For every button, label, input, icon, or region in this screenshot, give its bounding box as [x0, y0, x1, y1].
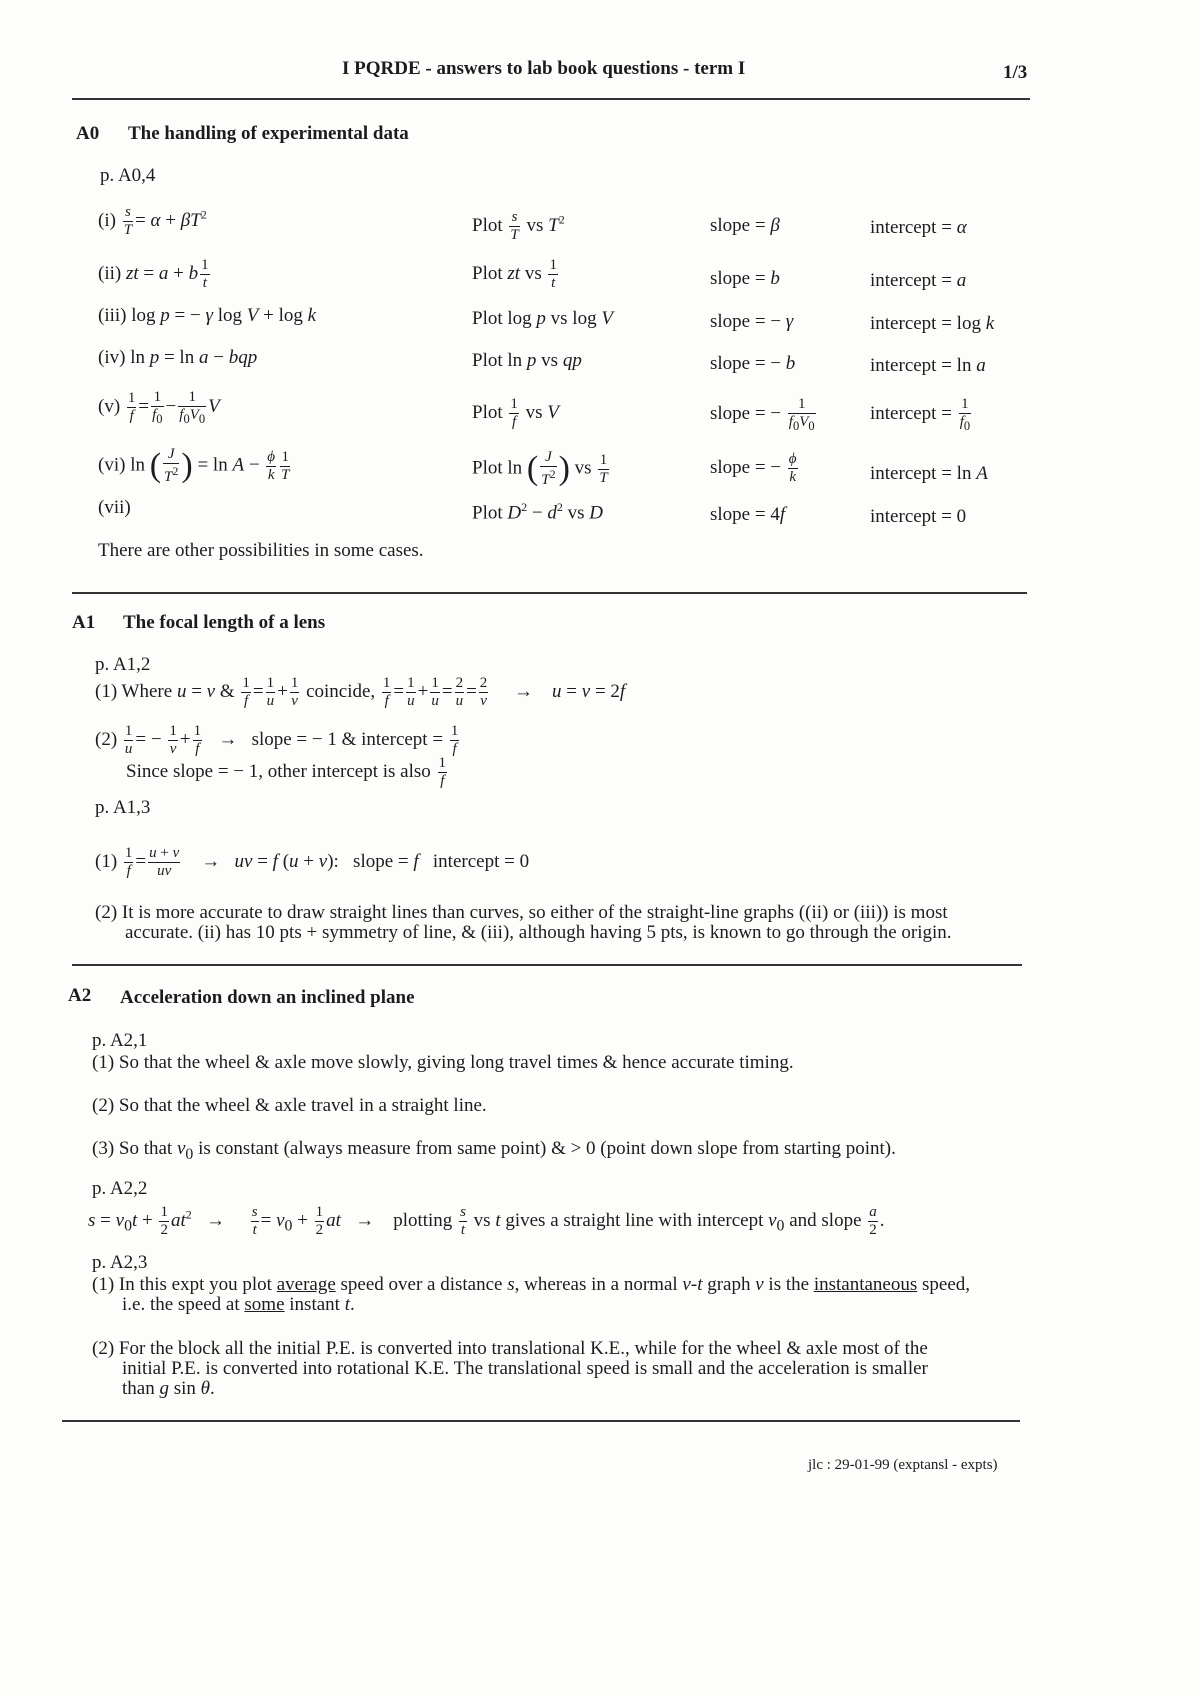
header-divider	[72, 98, 1030, 100]
equation-i: (i) $\frac{s}{T}$ = $\alpha + \beta T^2$	[98, 204, 207, 238]
a1-item-2: (2) $\frac{1}{u}$ = − $\frac{1}{v}$ + $\frac{1}{f}$ → slope = − 1 & intercept = $\frac{1}{f}$	[95, 723, 459, 757]
a2-item-3-2-line3: than g sin θ.	[122, 1378, 215, 1399]
page-ref-a0-4: p. A0,4	[100, 165, 156, 186]
section-title-a1: The focal length of a lens	[123, 612, 326, 633]
slope-vi: slope = − $\frac{\phi}{k}$	[710, 451, 797, 485]
a2-item-1: (1) So that the wheel & axle move slowly, giving long travel times & hence accurate timing.	[92, 1052, 794, 1073]
intercept-vi: intercept = ln A	[870, 463, 988, 484]
page-ref-a1-3: p. A1,3	[95, 797, 151, 818]
page-ref-a2-1: p. A2,1	[92, 1030, 148, 1051]
equation-ii: (ii) zt = a + b $\frac{1}{t}$	[98, 257, 209, 291]
a1-item-2-line2: Since slope = − 1, other intercept is also $\frac{1}{f}$	[126, 755, 447, 789]
a2-item-3: (3) So that $v_0$ is constant (always measure from same point) & > 0 (point down slope from starting point).	[92, 1138, 896, 1163]
footer-divider	[62, 1420, 1020, 1422]
a2-kinematics: $s = v_0t$ + $\frac{1}{2}$ $at^2$ → $\frac{s}{t}$ = $v_0$ + $\frac{1}{2}$ at → plotting $\frac{s}{t}$ vs t gives a straight line with intercept $v_0$ and slope $\frac{a}{2}$ .	[88, 1204, 885, 1238]
intercept-ii: intercept = a	[870, 270, 967, 291]
equation-iv: (iv) ln p = ln a − bqp	[98, 347, 258, 368]
slope-v: slope = − $\frac{1}{f_0V_0}$	[710, 396, 815, 433]
page-number: 1/3	[1003, 62, 1028, 83]
page-title: I PQRDE - answers to lab book questions - term I	[342, 58, 746, 79]
equation-iii: (iii) log p = − γ log V + log k	[98, 305, 317, 326]
a1-item-3-2-line1: (2) It is more accurate to draw straight lines than curves, so either of the straight-line graphs ((ii) or (iii)) is most	[95, 902, 948, 923]
plot-v: Plot $\frac{1}{f}$ vs V	[472, 396, 559, 430]
plot-i: Plot $\frac{s}{T}$ vs $T^2$	[472, 209, 565, 243]
a1-item-1: (1) Where u = v & $\frac{1}{f}$ = $\frac{1}{u}$ + $\frac{1}{v}$ coincide, $\frac{1}{f}$ = $\frac{1}{u}$ + $\frac{1}{u}$ = $\frac{2}{u}$ = $\frac{2}{v}$ → u = v = 2f	[95, 675, 626, 709]
a2-item-3-1-line1: (1) In this expt you plot average speed over a distance s, whereas in a normal v-t graph v is the instantaneous speed,	[92, 1274, 971, 1295]
page-ref-a1-2: p. A1,2	[95, 654, 151, 675]
plot-vi: Plot ln ( $\frac{J}{T^2}$ ) vs $\frac{1}{T}$	[472, 449, 608, 488]
plot-ii: Plot zt vs $\frac{1}{t}$	[472, 257, 557, 291]
divider-a0-a1	[72, 592, 1027, 594]
a2-item-3-2-line1: (2) For the block all the initial P.E. is converted into translational K.E., while for the wheel & axle most of the	[92, 1338, 928, 1359]
a2-item-3-2-line2: initial P.E. is converted into rotational K.E. The translational speed is small and the acceleration is smaller	[122, 1358, 928, 1379]
section-code-a2: A2	[68, 985, 92, 1006]
slope-iv: slope = − b	[710, 353, 796, 374]
intercept-iii: intercept = log k	[870, 313, 995, 334]
page-ref-a2-2: p. A2,2	[92, 1178, 148, 1199]
a1-item-3-2-line2: accurate. (ii) has 10 pts + symmetry of line, & (iii), although having 5 pts, is known to go through the origin.	[125, 922, 952, 943]
a2-item-3-1-line2: i.e. the speed at some instant t.	[122, 1294, 355, 1315]
slope-i: slope = β	[710, 215, 780, 236]
slope-ii: slope = b	[710, 268, 780, 289]
a0-note: There are other possibilities in some cases.	[98, 540, 424, 561]
plot-vii: Plot $D^2 - d^2$ vs D	[472, 500, 603, 524]
slope-iii: slope = − γ	[710, 311, 794, 332]
equation-vii: (vii)	[98, 497, 131, 518]
intercept-vii: intercept = 0	[870, 506, 967, 527]
page-ref-a2-3: p. A2,3	[92, 1252, 148, 1273]
plot-iv: Plot ln p vs qp	[472, 350, 582, 371]
intercept-v: intercept = $\frac{1}{f_0}$	[870, 396, 971, 433]
footer-text: jlc : 29-01-99 (exptansl - expts)	[808, 1457, 998, 1473]
section-code-a0: A0	[76, 123, 100, 144]
equation-vi: (vi) ln ( $\frac{J}{T^2}$ ) = ln A − $\frac{\phi}{k}$ $\frac{1}{T}$	[98, 446, 290, 485]
a1-item-3-1: (1) $\frac{1}{f}$ = $\frac{u + v}{uv}$ → uv = f (u + v): slope = f intercept = 0	[95, 845, 530, 879]
intercept-iv: intercept = ln a	[870, 355, 986, 376]
divider-a1-a2	[72, 964, 1022, 966]
section-code-a1: A1	[72, 612, 96, 633]
section-title-a2: Acceleration down an inclined plane	[120, 987, 415, 1008]
slope-vii: slope = 4f	[710, 504, 786, 525]
equation-v: (v) $\frac{1}{f}$ = $\frac{1}{f_0}$ − $\frac{1}{f_0V_0}$ V	[98, 389, 220, 426]
a2-item-2: (2) So that the wheel & axle travel in a straight line.	[92, 1095, 487, 1116]
intercept-i: intercept = α	[870, 217, 967, 238]
plot-iii: Plot log p vs log V	[472, 308, 613, 329]
section-title-a0: The handling of experimental data	[128, 123, 409, 144]
